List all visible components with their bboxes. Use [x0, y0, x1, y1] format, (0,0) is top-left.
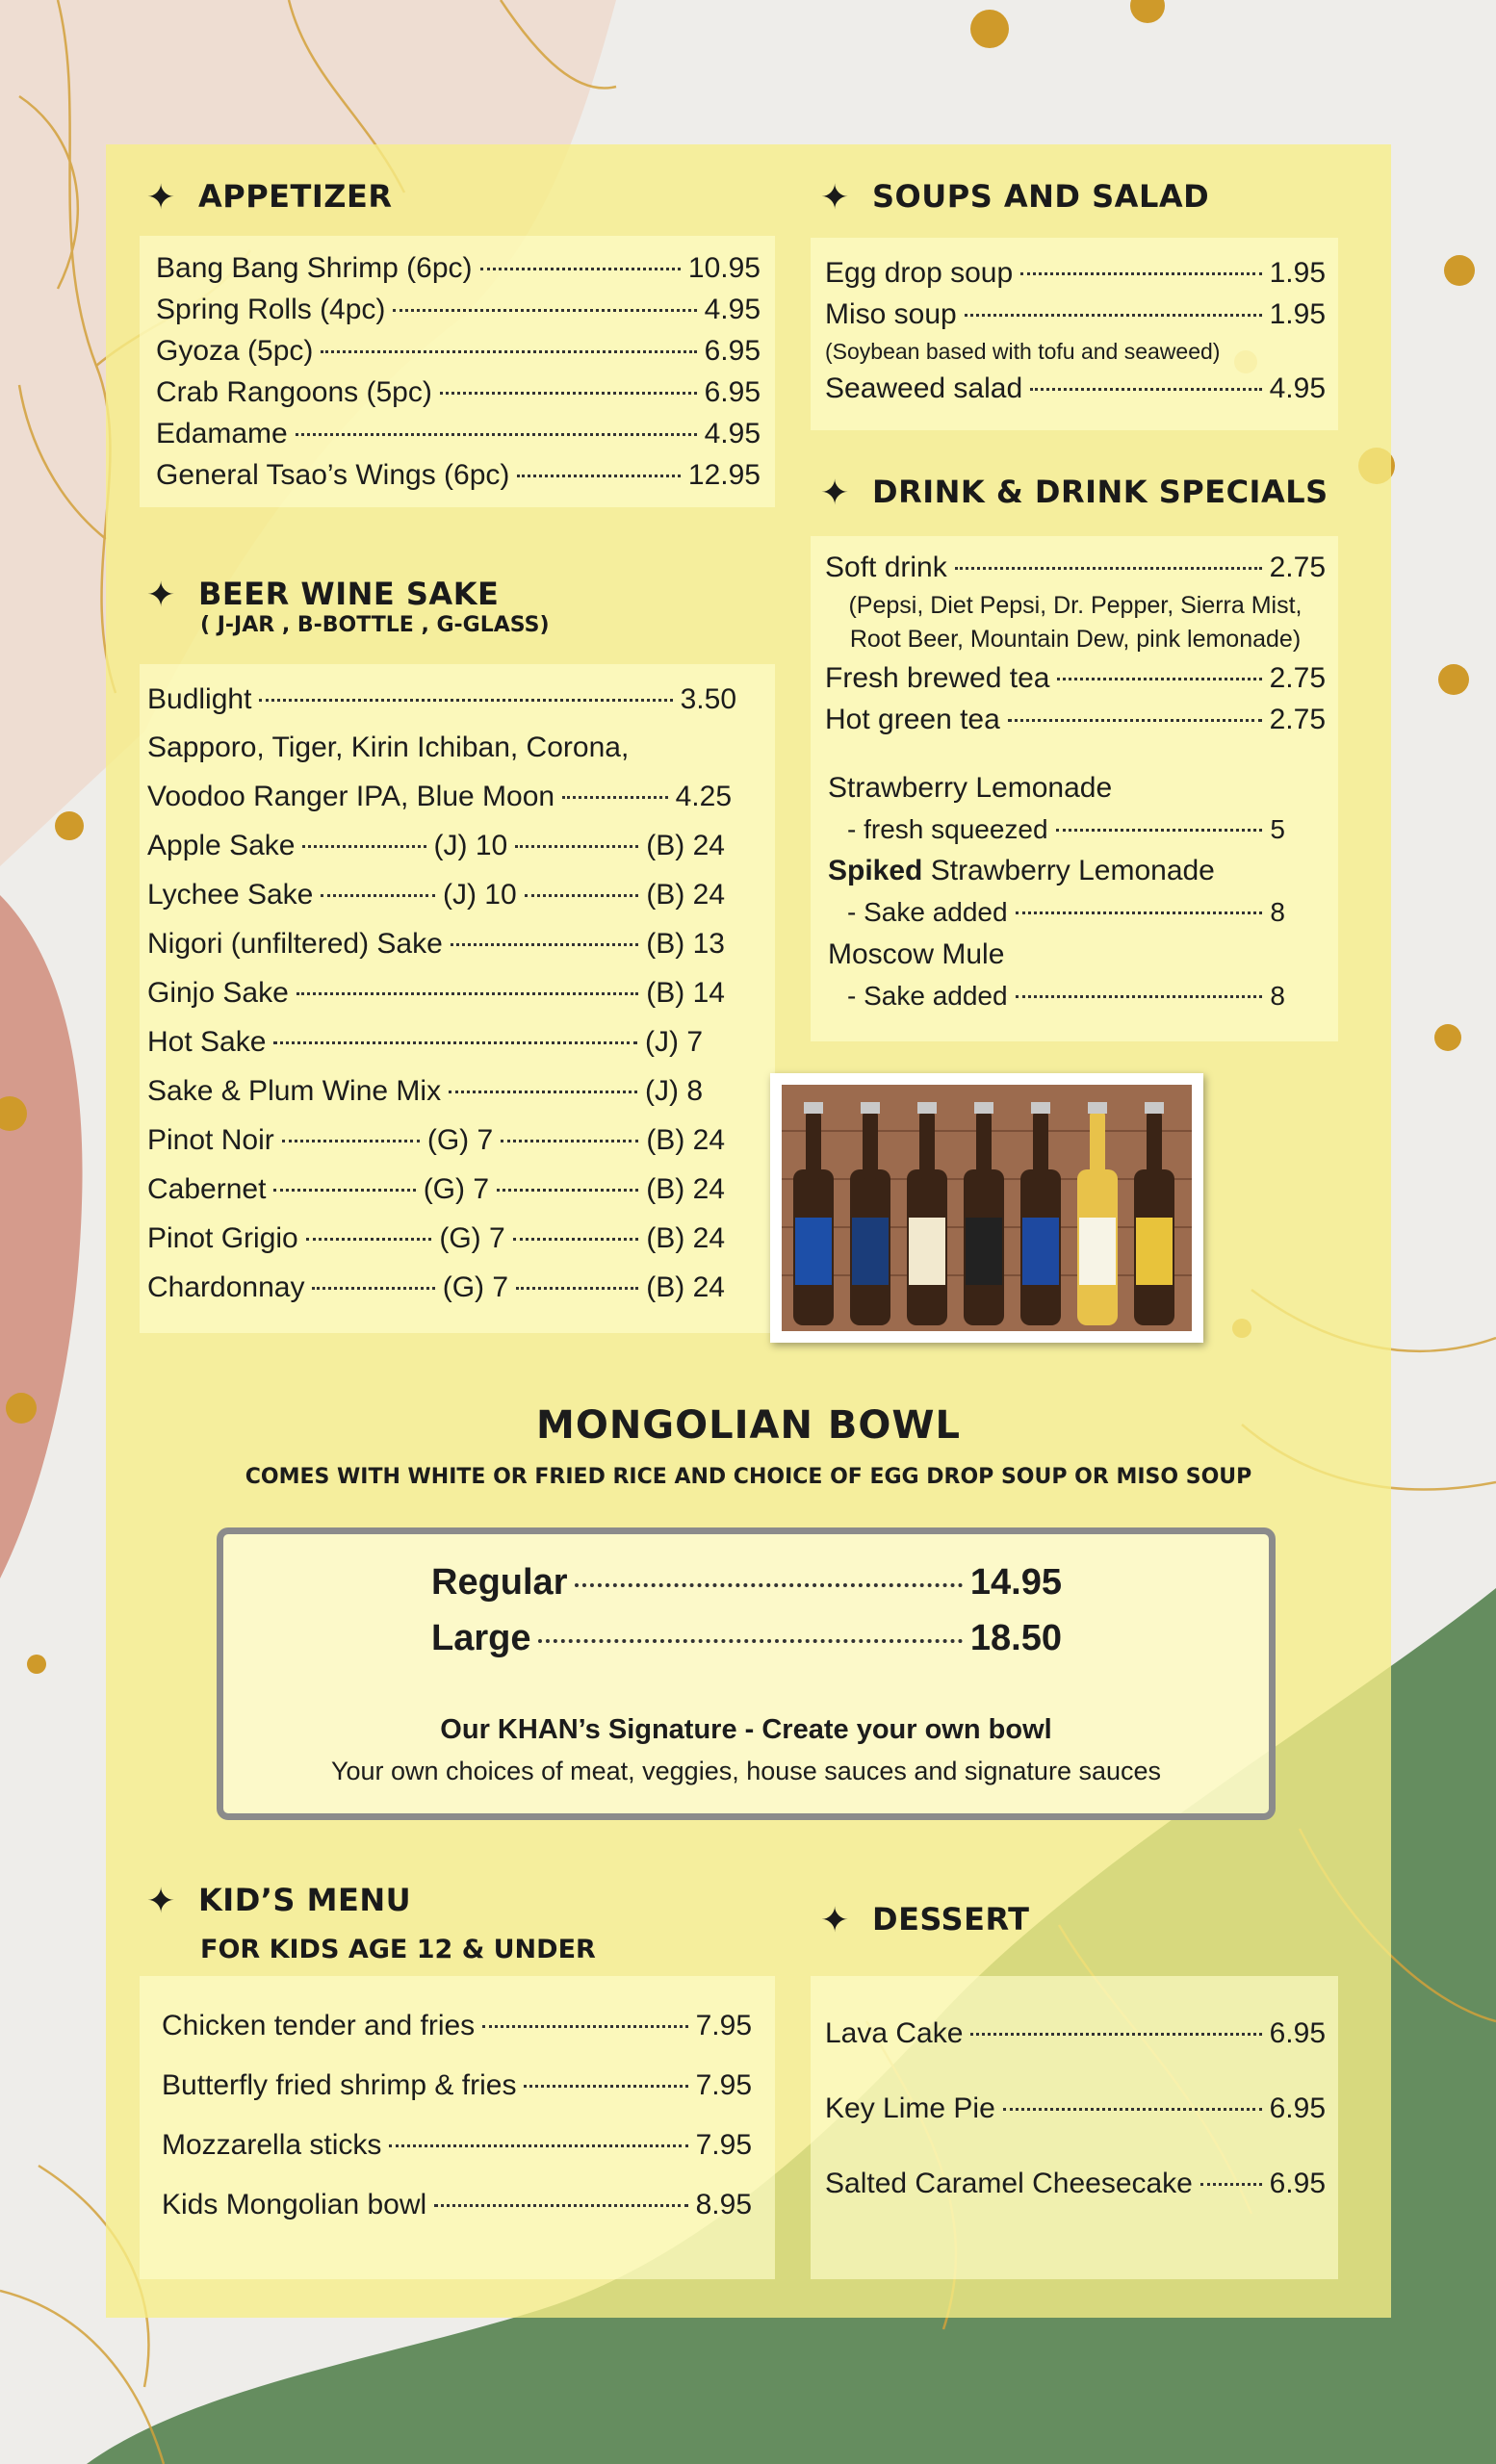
list-item: Lava Cake 6.95: [825, 2017, 1326, 2049]
beer-bottles-illustration: [770, 1073, 1203, 1343]
signature-desc: Your own choices of meat, veggies, house sauces and signature sauces: [330, 1757, 1162, 1785]
beer-heading: ✦ BEER WINE SAKE: [146, 576, 500, 615]
list-item: Voodoo Ranger IPA, Blue Moon 4.25: [147, 781, 732, 812]
list-item: Seaweed salad 4.95: [825, 372, 1326, 404]
list-item: Miso soup 1.95: [825, 298, 1326, 330]
list-item: Ginjo Sake (B) 14: [147, 977, 725, 1009]
list-item: Butterfly fried shrimp & fries 7.95: [162, 2069, 752, 2101]
beer-list-line: Sapporo, Tiger, Kirin Ichiban, Corona,: [147, 732, 630, 763]
mongolian-subtitle: COMES WITH WHITE OR FRIED RICE AND CHOICE OF EGG DROP SOUP OR MISO SOUP: [245, 1465, 1252, 1489]
list-item: Budlight 3.50: [147, 683, 736, 715]
list-item: Bang Bang Shrimp (6pc) 10.95: [156, 252, 761, 284]
lemonade-name: Strawberry Lemonade: [828, 772, 1113, 804]
miso-note: (Soybean based with tofu and seaweed): [825, 339, 1221, 364]
list-item: Spring Rolls (4pc) 4.95: [156, 294, 761, 325]
list-item: Chardonnay (G) 7 (B) 24: [147, 1271, 725, 1303]
list-item: Apple Sake (J) 10 (B) 24: [147, 830, 725, 861]
list-item: Hot green tea 2.75: [825, 704, 1326, 735]
list-item: - fresh squeezed 5: [847, 814, 1285, 844]
list-item: Large 18.50: [431, 1618, 1062, 1658]
soft-drink-note-1: (Pepsi, Diet Pepsi, Dr. Pepper, Sierra Mist,: [848, 592, 1303, 619]
list-item: Chicken tender and fries 7.95: [162, 2010, 752, 2041]
list-item: Regular 14.95: [431, 1562, 1062, 1603]
list-item: Kids Mongolian bowl 8.95: [162, 2189, 752, 2220]
list-item: Pinot Noir (G) 7 (B) 24: [147, 1124, 726, 1156]
list-item: Hot Sake (J) 7: [147, 1026, 703, 1058]
list-item: Egg drop soup 1.95: [825, 257, 1326, 289]
kids-subtitle: FOR KIDS AGE 12 & UNDER: [200, 1935, 596, 1964]
soft-drink-note-2: Root Beer, Mountain Dew, pink lemonade): [849, 626, 1302, 653]
star-icon: ✦: [820, 474, 850, 513]
list-item: Fresh brewed tea 2.75: [825, 662, 1326, 694]
list-item: - Sake added 8: [847, 897, 1285, 927]
dessert-heading: ✦ DESSERT: [820, 1901, 1030, 1940]
star-icon: ✦: [146, 1882, 176, 1921]
list-item: Key Lime Pie 6.95: [825, 2092, 1326, 2124]
soups-heading: ✦ SOUPS AND SALAD: [820, 178, 1210, 218]
beer-subtitle: ( J-JAR , B-BOTTLE , G-GLASS): [200, 613, 550, 637]
list-item: Salted Caramel Cheesecake 6.95: [825, 2168, 1326, 2199]
list-item: Mozzarella sticks 7.95: [162, 2129, 752, 2161]
star-icon: ✦: [146, 576, 176, 615]
list-item: Nigori (unfiltered) Sake (B) 13: [147, 928, 725, 960]
signature-title: Our KHAN’s Signature - Create your own bowl: [440, 1714, 1052, 1745]
kids-heading: ✦ KID’S MENU: [146, 1882, 412, 1921]
moscow-mule-name: Moscow Mule: [828, 938, 1005, 970]
list-item: - Sake added 8: [847, 981, 1285, 1011]
mongolian-title: MONGOLIAN BOWL: [536, 1403, 961, 1448]
list-item: General Tsao’s Wings (6pc) 12.95: [156, 459, 761, 491]
star-icon: ✦: [820, 1901, 850, 1940]
list-item: Pinot Grigio (G) 7 (B) 24: [147, 1222, 726, 1254]
appetizer-heading: ✦ APPETIZER: [146, 178, 393, 218]
list-item: Cabernet (G) 7 (B) 24: [147, 1173, 725, 1205]
star-icon: ✦: [146, 178, 176, 218]
spiked-lemonade-name: Spiked Strawberry Lemonade: [828, 855, 1215, 886]
drinks-heading: ✦ DRINK & DRINK SPECIALS: [820, 474, 1328, 513]
list-item: Soft drink 2.75: [825, 552, 1326, 583]
list-item: Crab Rangoons (5pc) 6.95: [156, 376, 761, 408]
beer-bottles-photo: [770, 1073, 1203, 1343]
list-item: Lychee Sake (J) 10 (B) 24: [147, 879, 726, 911]
list-item: Edamame 4.95: [156, 418, 761, 449]
list-item: Gyoza (5pc) 6.95: [156, 335, 761, 367]
list-item: Sake & Plum Wine Mix (J) 8: [147, 1075, 703, 1107]
star-icon: ✦: [820, 178, 850, 218]
